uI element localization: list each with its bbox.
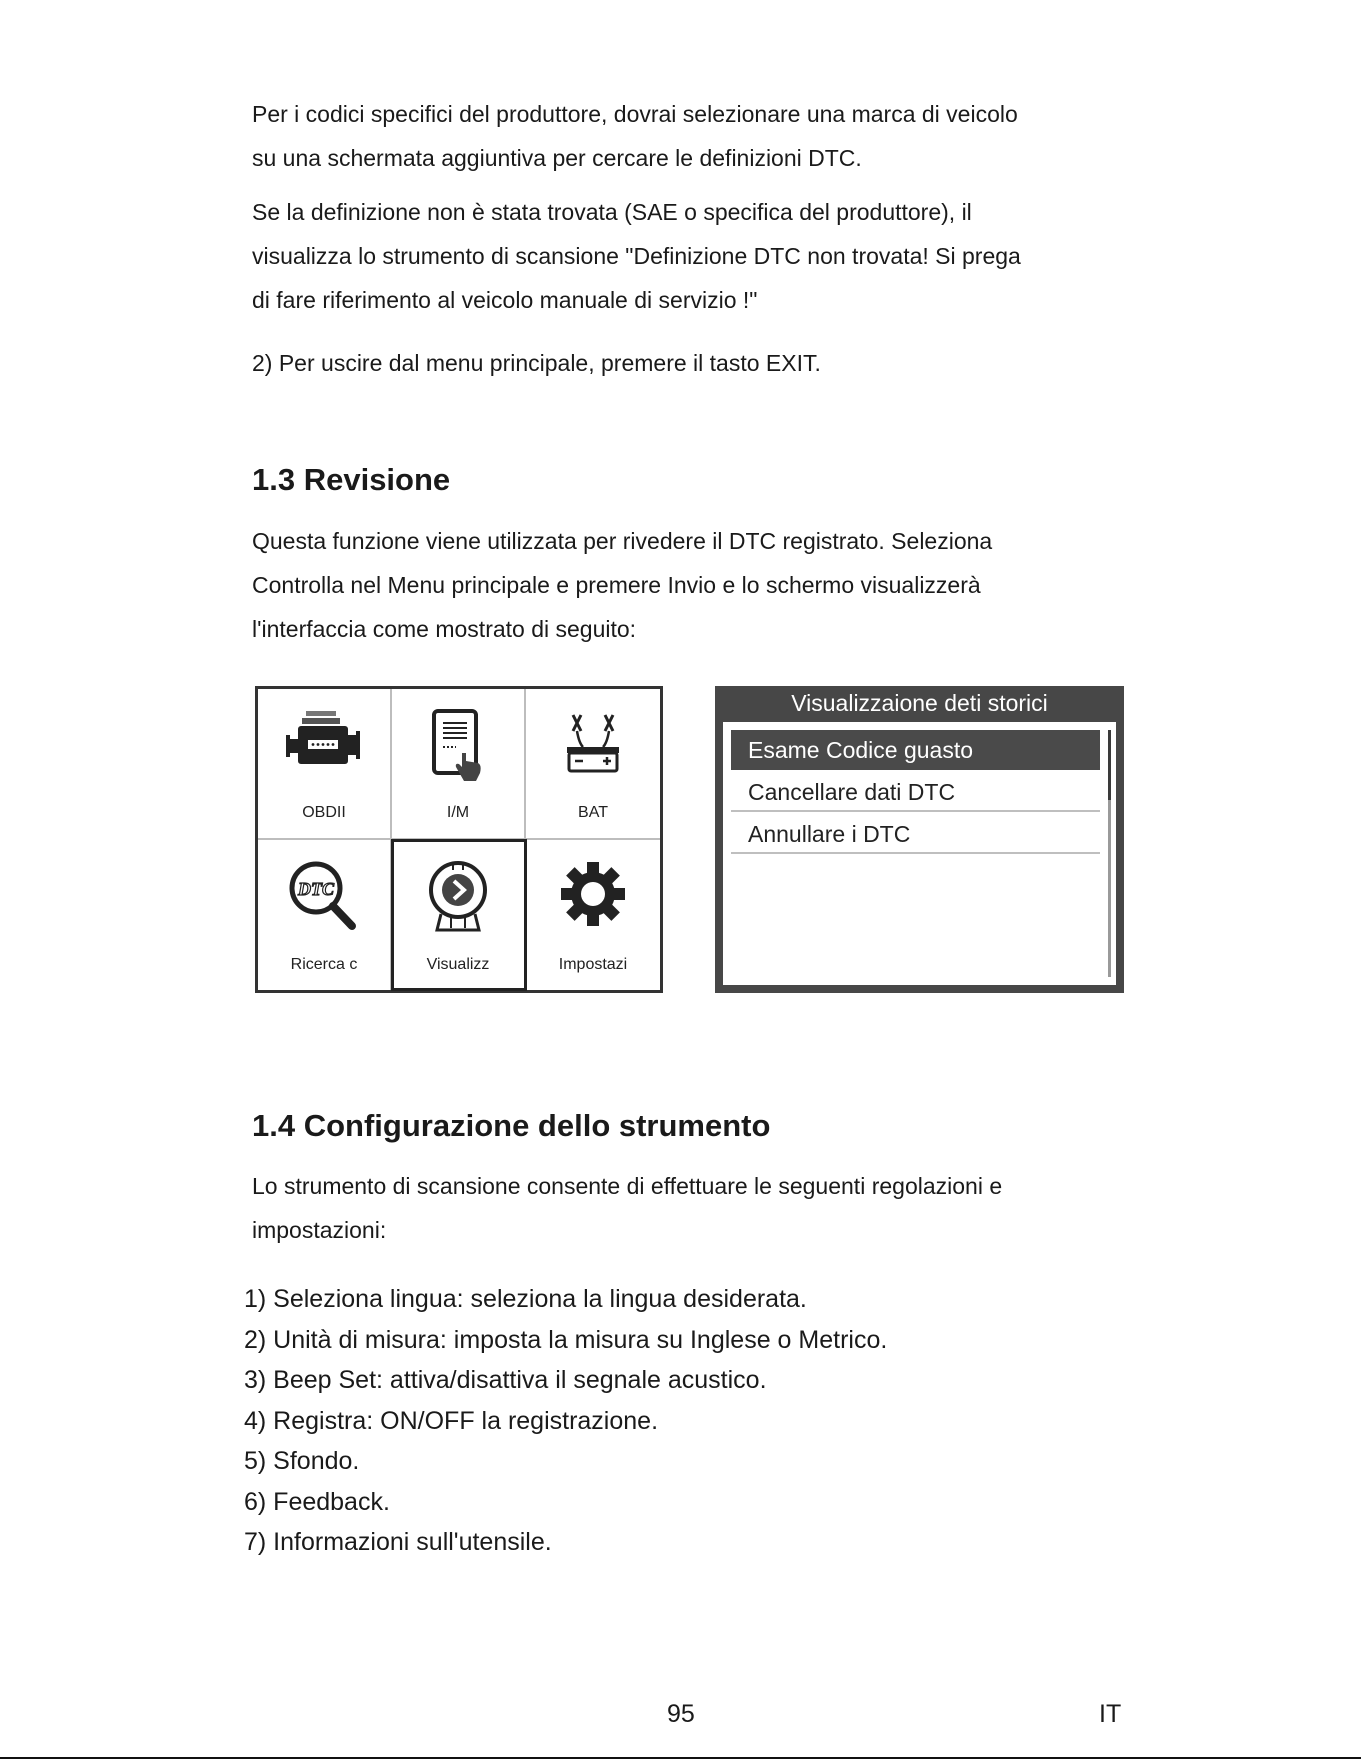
- menu-item-bat[interactable]: [526, 689, 660, 840]
- text-line: l'interfaccia come mostrato di seguito:: [252, 616, 637, 642]
- history-review-screen: [715, 686, 1124, 993]
- text-line: Per i codici specifici del produttore, dovrai selezionare una marca di veicolo: [252, 101, 1018, 127]
- text-line: Se la definizione non è stata trovata (SAE o specifica del produttore), il: [252, 199, 972, 225]
- scrollbar[interactable]: [1108, 730, 1111, 977]
- menu-item-obdii[interactable]: [258, 689, 392, 840]
- menu-item-label: OBDII: [302, 803, 346, 821]
- dtc-search-icon: [286, 860, 362, 932]
- exit-instruction: 2) Per uscire dal menu principale, premere il tasto EXIT.: [252, 350, 821, 376]
- list-item: 7) Informazioni sull'utensile.: [244, 1528, 552, 1556]
- menu-item-settings[interactable]: [526, 840, 660, 991]
- menu-item-label: BAT: [578, 803, 608, 821]
- list-item: 5) Sfondo.: [244, 1447, 360, 1475]
- bottom-rule: [0, 1757, 1361, 1759]
- gear-icon: [559, 860, 627, 928]
- review-paragraph: [252, 519, 992, 651]
- section-heading-config: 1.4 Configurazione dello strumento: [252, 1108, 771, 1143]
- text-line: Lo strumento di scansione consente di effettuare le seguenti regolazioni e: [252, 1173, 1003, 1199]
- tablet-tap-icon: [426, 709, 490, 781]
- list-item: 4) Registra: ON/OFF la registrazione.: [244, 1406, 659, 1435]
- language-tag: IT: [1099, 1700, 1122, 1728]
- engine-icon: [282, 709, 366, 775]
- text-line: Controlla nel Menu principale e premere Invio e lo schermo visualizzerà: [252, 572, 981, 598]
- review-play-icon: [425, 860, 491, 936]
- menu-item-label: Ricerca c: [290, 956, 358, 973]
- config-paragraph: [252, 1164, 1002, 1252]
- scrollbar-thumb[interactable]: [1108, 730, 1111, 800]
- page-number: 95: [667, 1700, 695, 1728]
- menu-item-label: Impostazi: [558, 956, 628, 973]
- history-item-cancel-dtc[interactable]: Annullare i DTC: [731, 814, 1100, 854]
- list-item: 2) Unità di misura: imposta la misura su Inglese o Metrico.: [244, 1325, 888, 1354]
- screen-title: Visualizzaione deti storici: [791, 690, 1048, 716]
- list-item: 6) Feedback.: [244, 1487, 390, 1516]
- history-list: [723, 722, 1116, 985]
- section-heading-review: 1.3 Revisione: [252, 462, 451, 497]
- definition-paragraph: [252, 190, 1021, 322]
- list-item: 3) Beep Set: attiva/disattiva il segnale acustico.: [244, 1366, 767, 1394]
- text-line: Questa funzione viene utilizzata per rivedere il DTC registrato. Seleziona: [252, 528, 993, 554]
- text-line: impostazioni:: [252, 1217, 387, 1243]
- menu-item-label: Visualizz: [426, 956, 490, 973]
- main-menu-grid: [255, 686, 663, 993]
- text-line: di fare riferimento al veicolo manuale di servizio !": [252, 287, 758, 313]
- menu-item-im[interactable]: [392, 689, 526, 840]
- text-line: visualizza lo strumento di scansione "Definizione DTC non trovata! Si prega: [252, 243, 1021, 269]
- intro-paragraph: [252, 92, 1018, 180]
- history-item-clear-dtc-data[interactable]: Cancellare dati DTC: [731, 772, 1100, 812]
- settings-list: [244, 1279, 887, 1563]
- battery-icon: [559, 709, 627, 775]
- list-item: 1) Seleziona lingua: seleziona la lingua desiderata.: [244, 1285, 807, 1313]
- menu-item-review[interactable]: [392, 840, 526, 991]
- history-item-review-codes[interactable]: Esame Codice guasto: [731, 730, 1100, 770]
- menu-item-dtc-search[interactable]: [258, 840, 392, 991]
- text-line: su una schermata aggiuntiva per cercare le definizioni DTC.: [252, 145, 862, 171]
- menu-item-label: I/M: [446, 803, 470, 821]
- svg-text:DTC: DTC: [298, 878, 334, 899]
